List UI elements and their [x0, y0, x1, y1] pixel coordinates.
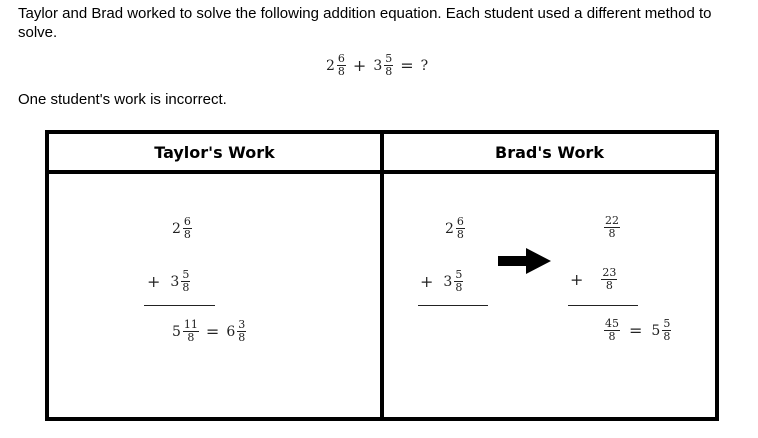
fraction: [662, 319, 671, 342]
right-sum-line: [568, 305, 638, 306]
note-text: One student's work is incorrect.: [18, 91, 227, 108]
taylor-sum: [172, 320, 246, 343]
fraction: [384, 54, 393, 77]
left-sum-line: [418, 305, 488, 306]
numerator: 5: [182, 268, 190, 281]
fraction: [456, 217, 465, 240]
brad-left-line2: [420, 270, 463, 293]
numerator: 5: [663, 317, 671, 330]
denominator: 8: [605, 279, 613, 292]
mixed-number-a: [326, 54, 346, 77]
brad-right-line2: [570, 268, 617, 291]
work-table: [45, 130, 719, 421]
whole: 3: [443, 273, 453, 290]
plus-sign: +: [570, 270, 584, 289]
equals-sign: =: [400, 56, 414, 75]
denominator: 8: [608, 227, 616, 240]
fraction: [181, 270, 190, 293]
intro-text: Taylor and Brad worked to solve the following addition equation. Each student used a different method to solve.: [18, 5, 712, 41]
problem-equation: [326, 54, 428, 77]
taylor-work-cell: [47, 172, 382, 419]
numerator: 23: [602, 266, 617, 279]
denominator: 8: [187, 331, 195, 344]
denominator: 8: [456, 228, 464, 241]
numerator: 11: [183, 318, 198, 331]
denominator: 8: [608, 330, 616, 343]
fraction: [183, 217, 192, 240]
numerator: 45: [605, 317, 619, 330]
numerator: 5: [455, 268, 463, 281]
numerator: 6: [456, 215, 464, 228]
taylor-line1: [172, 217, 192, 240]
denominator: 8: [183, 228, 191, 241]
numerator: 3: [238, 318, 246, 331]
denominator: 8: [385, 65, 393, 78]
whole: 5: [651, 322, 661, 339]
fraction: [604, 319, 620, 342]
whole: 6: [226, 323, 236, 340]
fraction: [237, 320, 246, 343]
plus-sign: +: [420, 272, 434, 291]
denominator: 8: [337, 65, 345, 78]
header-brad: Brad's Work: [382, 132, 717, 172]
whole: 5: [172, 323, 181, 340]
equals-sign: =: [205, 322, 220, 341]
unknown-result: ?: [420, 57, 429, 74]
brad-right-line1: [602, 216, 620, 239]
denominator: 8: [663, 330, 671, 343]
plus-sign: +: [352, 56, 367, 75]
denominator: 8: [238, 331, 246, 344]
mixed-number-b: [373, 54, 393, 77]
denominator: 8: [182, 281, 190, 294]
numerator: 5: [385, 52, 393, 65]
whole: 2: [326, 57, 335, 74]
taylor-line2: [147, 270, 190, 293]
fraction: [454, 270, 463, 293]
brad-work-cell: [382, 172, 717, 419]
denominator: 8: [455, 281, 463, 294]
numerator: 6: [337, 52, 345, 65]
sum-line: [144, 305, 215, 306]
whole: 2: [445, 220, 454, 237]
brad-right-sum: [602, 319, 671, 342]
whole: 3: [170, 273, 180, 290]
whole: 3: [373, 57, 383, 74]
fraction: [601, 268, 617, 291]
header-taylor: Taylor's Work: [47, 132, 382, 172]
numerator: 22: [605, 214, 619, 227]
equals-sign: =: [629, 321, 643, 340]
right-arrow-icon: [498, 247, 552, 275]
fraction: [183, 320, 199, 343]
brad-left-line1: [445, 217, 465, 240]
fraction: [604, 216, 620, 239]
fraction: [337, 54, 346, 77]
whole: 2: [172, 220, 181, 237]
plus-sign: +: [147, 272, 161, 291]
numerator: 6: [183, 215, 191, 228]
